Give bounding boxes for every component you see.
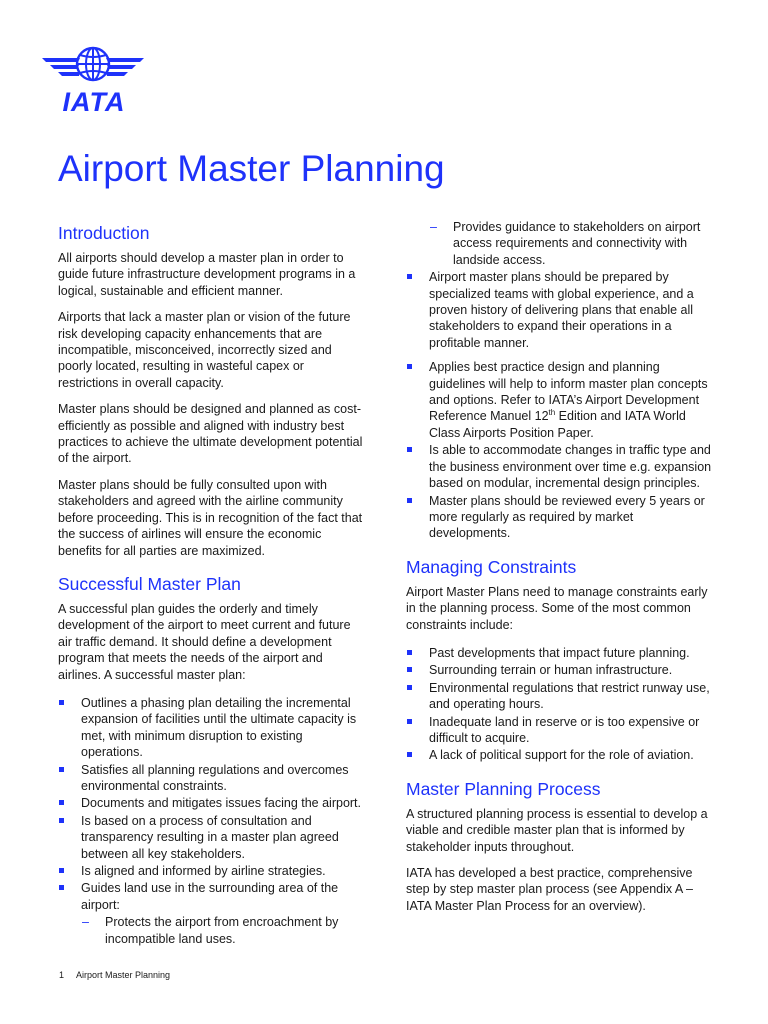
logo-wordmark: IATA bbox=[62, 87, 126, 117]
introduction-heading: Introduction bbox=[58, 223, 150, 243]
dash-item-text: Protects the airport from encroachment by incompatible land uses. bbox=[105, 915, 339, 946]
list-item bbox=[406, 747, 716, 763]
successful-bullet-list bbox=[58, 695, 363, 947]
list-item bbox=[406, 680, 716, 713]
continued-dash-list bbox=[406, 219, 716, 268]
list-item bbox=[406, 442, 716, 491]
dash-icon: – bbox=[82, 915, 89, 930]
list-item-text: Documents and mitigates issues facing the airport. bbox=[81, 796, 361, 811]
dash-item bbox=[406, 219, 716, 268]
intro-paragraph: Master plans should be designed and planned as cost-efficiently as possible and aligned with industry best practices to achieve the ultimate development potential of the airport. bbox=[58, 402, 363, 466]
bullet-square-icon bbox=[407, 752, 412, 757]
successful-master-plan-heading: Successful Master Plan bbox=[58, 573, 241, 594]
list-item bbox=[58, 880, 363, 947]
bullet-square-icon bbox=[407, 364, 412, 369]
constraints-bullet-list bbox=[406, 645, 716, 764]
bullet-square-icon bbox=[59, 700, 64, 705]
managing-constraints-heading: Managing Constraints bbox=[406, 556, 577, 577]
successful-paragraph: A successful plan guides the orderly and timely development of the airport to meet current and future air traffic demand. It should define a development program that meets the needs of the airport and airlines. A successful master plan: bbox=[58, 601, 351, 682]
list-item bbox=[406, 493, 716, 542]
list-item bbox=[406, 662, 716, 678]
list-item-text: Guides land use in the surrounding area of the airport: bbox=[81, 881, 339, 912]
list-item-text: Environmental regulations that restrict runway use, and operating hours. bbox=[429, 680, 710, 712]
sub-dash-list bbox=[58, 914, 363, 947]
left-column bbox=[58, 222, 363, 955]
page-title: Airport Master Planning bbox=[58, 148, 445, 189]
list-item-text: Inadequate land in reserve or is too expensive or difficult to acquire. bbox=[429, 714, 700, 745]
page-number: 1 bbox=[59, 970, 65, 980]
bullet-square-icon bbox=[407, 498, 412, 503]
list-item-text: Airport master plans should be prepared by specialized teams with global experience, and a proven history of delivering plans that enable all stakeholders to expand their operations in a profitable manner. bbox=[429, 270, 694, 350]
list-item-text: Master plans should be reviewed every 5 years or more regularly as required by market developments. bbox=[429, 493, 705, 541]
planning-bullet-list bbox=[406, 269, 716, 542]
intro-paragraph: All airports should develop a master plan in order to guide future infrastructure development programs in a logical, sustainable and efficient manner. bbox=[58, 251, 356, 298]
list-item-text: Is able to accommodate changes in traffic type and the business environment over time e.g. expansion based on modular, incremental design principles. bbox=[429, 443, 712, 491]
list-item-text bbox=[429, 360, 708, 440]
iata-logo bbox=[40, 42, 146, 118]
bullet-square-icon bbox=[407, 447, 412, 452]
list-item bbox=[58, 762, 363, 795]
superscript-th: th bbox=[548, 408, 556, 418]
bullet-square-icon bbox=[59, 818, 64, 823]
list-item-text: Past developments that impact future planning. bbox=[429, 645, 690, 660]
dash-item bbox=[58, 914, 363, 947]
bullet-square-icon bbox=[407, 274, 412, 279]
list-item bbox=[406, 269, 716, 351]
master-planning-process-heading: Master Planning Process bbox=[406, 778, 601, 799]
guidelines-text-end: Edition and IATA World Class Airports Position Paper. bbox=[429, 409, 686, 440]
bullet-square-icon bbox=[59, 800, 64, 805]
bullet-square-icon bbox=[407, 650, 412, 655]
list-item-text: A lack of political support for the role of aviation. bbox=[429, 748, 694, 763]
bullet-square-icon bbox=[59, 885, 64, 890]
list-item-text: Satisfies all planning regulations and overcomes environmental constraints. bbox=[81, 762, 349, 793]
bullet-square-icon bbox=[407, 685, 412, 690]
list-item bbox=[406, 645, 716, 661]
list-item-text: Is aligned and informed by airline strategies. bbox=[81, 864, 326, 878]
process-paragraph: A structured planning process is essential to develop a viable and credible master plan that is informed by stakeholder inputs throughout. bbox=[406, 806, 708, 854]
right-column bbox=[406, 219, 716, 924]
page-footer bbox=[59, 970, 170, 980]
list-item bbox=[406, 714, 716, 747]
process-paragraph: IATA has developed a best practice, comprehensive step by step master plan process (see Appendix A – IATA Master Plan Process for an overview). bbox=[406, 866, 693, 913]
list-item bbox=[58, 795, 363, 811]
list-item bbox=[58, 695, 363, 761]
dash-icon: – bbox=[430, 220, 437, 234]
bullet-square-icon bbox=[407, 719, 412, 724]
globe-wings-icon bbox=[40, 42, 146, 92]
bullet-square-icon bbox=[59, 767, 64, 772]
bullet-square-icon bbox=[59, 868, 64, 873]
list-item bbox=[58, 863, 363, 879]
guidelines-text: Applies best practice design and planning guidelines will help to inform master plan concepts and options. Refer to IATA’s Airport Development Reference Manuel 12 bbox=[429, 360, 708, 424]
list-item bbox=[406, 359, 716, 441]
bullet-square-icon bbox=[407, 667, 412, 672]
footer-label: Airport Master Planning bbox=[76, 970, 171, 980]
list-item-text: Is based on a process of consultation and transparency resulting in a master plan agreed between all key stakeholders. bbox=[81, 813, 339, 861]
intro-paragraph: Master plans should be fully consulted upon with stakeholders and agreed with the airline community before proceeding. This is in recognition of the fact that the success of airlines will ensure the economic benefits for all parties are maximized. bbox=[58, 477, 363, 558]
dash-item-text: Provides guidance to stakeholders on airport access requirements and connectivity with landside access. bbox=[453, 220, 701, 267]
list-item bbox=[58, 813, 363, 862]
list-item-text: Surrounding terrain or human infrastructure. bbox=[429, 663, 673, 678]
constraints-paragraph: Airport Master Plans need to manage constraints early in the planning process. Some of the most common constraints include: bbox=[406, 584, 708, 632]
intro-paragraph: Airports that lack a master plan or vision of the future risk developing capacity enhancements that are incompatible, misconceived, incorrectly sized and poorly located, resulting in wasteful capex or restrictions in overall capacity. bbox=[58, 310, 351, 390]
list-item-text: Outlines a phasing plan detailing the incremental expansion of facilities until the ultimate capacity is met, with minimum disruption to existing operations. bbox=[81, 695, 357, 760]
